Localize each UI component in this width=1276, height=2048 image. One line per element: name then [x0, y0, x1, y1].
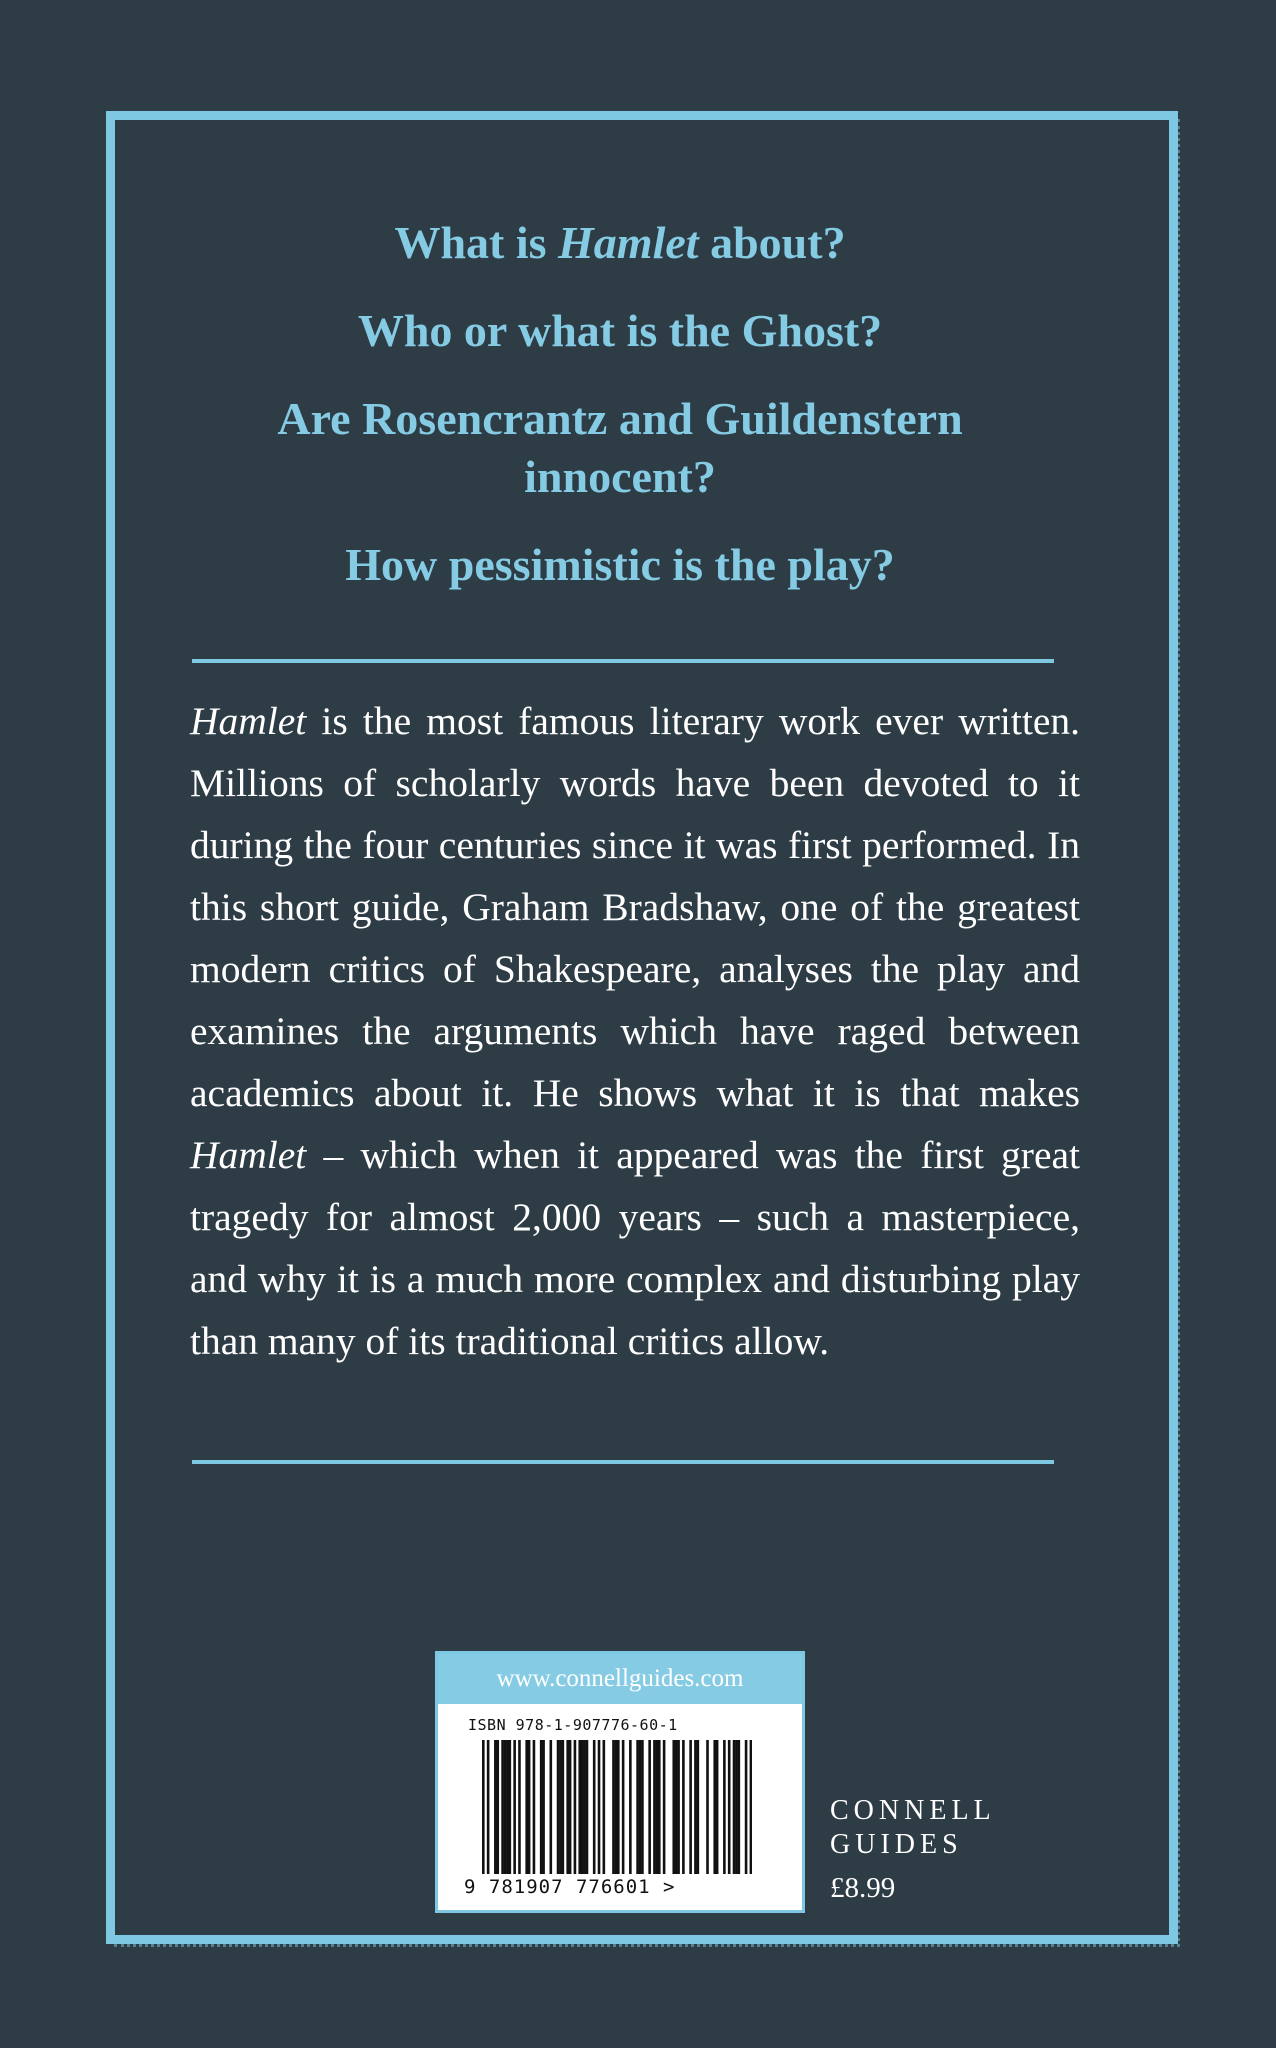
barcode-bar — [578, 1740, 581, 1874]
barcode-bar — [694, 1740, 697, 1874]
barcode-digits: 9 781907 776601 > — [464, 1876, 676, 1898]
bottom-divider — [192, 1460, 1054, 1464]
barcode-bar — [542, 1740, 545, 1874]
barcode-bar — [583, 1740, 586, 1874]
publisher-logo — [830, 1794, 996, 1862]
barcode-bar — [677, 1740, 680, 1874]
barcode-bar — [559, 1740, 562, 1874]
barcode-bar — [506, 1740, 509, 1874]
barcode-bar — [562, 1740, 565, 1874]
barcode-bar — [581, 1740, 584, 1874]
barcode-bar — [745, 1740, 748, 1874]
barcode-bar — [738, 1740, 741, 1874]
question-3: Are Rosencrantz and Guildenstern innocent? — [277, 393, 963, 502]
barcode-bar — [504, 1740, 507, 1874]
barcode-bar — [728, 1740, 731, 1874]
question-2: Who or what is the Ghost? — [357, 305, 883, 356]
blurb-title-1: Hamlet — [190, 699, 307, 743]
barcode-bar — [557, 1740, 560, 1874]
barcode-bar — [518, 1740, 521, 1874]
barcode-bar — [569, 1740, 572, 1874]
barcode-bar — [733, 1740, 736, 1874]
publisher-line-2: GUIDES — [830, 1829, 963, 1860]
barcode-bar — [496, 1740, 499, 1874]
barcode-bar — [672, 1740, 675, 1874]
barcode-bar — [603, 1740, 606, 1874]
barcode-bar — [682, 1740, 685, 1874]
barcode-bar — [482, 1740, 485, 1874]
question-1-prefix: What is — [394, 217, 559, 268]
barcode-bar — [487, 1740, 490, 1874]
barcode-bar — [658, 1740, 661, 1874]
barcode-bar — [525, 1740, 528, 1874]
barcode-bar — [735, 1740, 738, 1874]
isbn-label: ISBN 978-1-907776-60-1 — [468, 1716, 678, 1734]
barcode-bar — [689, 1740, 692, 1874]
barcode-bar — [723, 1740, 726, 1874]
question-4: How pessimistic is the play? — [345, 539, 895, 590]
barcode-bar — [528, 1740, 531, 1874]
barcode-bar — [513, 1740, 516, 1874]
question-1 — [150, 214, 1090, 272]
barcode-bar — [641, 1740, 644, 1874]
barcode-bar — [566, 1740, 569, 1874]
barcode-bar — [716, 1740, 719, 1874]
barcode-bar — [750, 1740, 752, 1874]
website-url: www.connellguides.com — [438, 1654, 802, 1704]
barcode-bar — [612, 1740, 615, 1874]
questions-section — [150, 214, 1090, 624]
barcode-bar — [501, 1740, 504, 1874]
blurb-title-2: Hamlet — [190, 1133, 307, 1177]
question-1-title: Hamlet — [558, 217, 699, 268]
barcode-bar — [622, 1740, 625, 1874]
barcode-bar — [574, 1740, 577, 1874]
question-1-suffix: about? — [698, 217, 846, 268]
barcode-bar — [653, 1740, 656, 1874]
barcode-bar — [636, 1740, 639, 1874]
price: £8.99 — [830, 1872, 896, 1904]
publisher-line-1: CONNELL — [830, 1795, 996, 1826]
barcode-bar — [593, 1740, 596, 1874]
barcode-bar — [697, 1740, 700, 1874]
barcode-bar — [615, 1740, 618, 1874]
blurb-paragraph — [190, 690, 1080, 1372]
barcode-bar — [663, 1740, 666, 1874]
barcode-box — [435, 1651, 805, 1913]
barcode-bar — [586, 1740, 589, 1874]
barcode-bar — [509, 1740, 512, 1874]
barcode-bar — [598, 1740, 601, 1874]
barcode-bar — [494, 1740, 497, 1874]
barcode-bar — [675, 1740, 678, 1874]
barcode-bars — [482, 1740, 752, 1874]
barcode-bar — [533, 1740, 536, 1874]
barcode-bar — [639, 1740, 642, 1874]
blurb-part-4: – which when it appeared was the first great tragedy for almost 2,000 years – such a masterpiece, and why it is a much more complex and disturbing play than many of its traditional critics allow. — [190, 1133, 1080, 1363]
blurb-text — [190, 690, 1080, 1372]
blurb-part-2: is the most famous literary work ever written. Millions of scholarly words have been devoted to it during the four centuries since it was first performed. In this short guide, Graham Bradshaw, one of the greatest modern critics of Shakespeare, analyses the play and examines the arguments which have raged between academics about it. He shows what it is that makes — [190, 699, 1080, 1115]
barcode-bar — [617, 1740, 620, 1874]
top-divider — [192, 659, 1054, 663]
barcode-bar — [648, 1740, 651, 1874]
barcode-bar — [656, 1740, 659, 1874]
barcode-bar — [629, 1740, 632, 1874]
barcode-bar — [540, 1740, 543, 1874]
barcode-bar — [706, 1740, 709, 1874]
barcode-bar — [713, 1740, 716, 1874]
barcode-bar — [550, 1740, 553, 1874]
